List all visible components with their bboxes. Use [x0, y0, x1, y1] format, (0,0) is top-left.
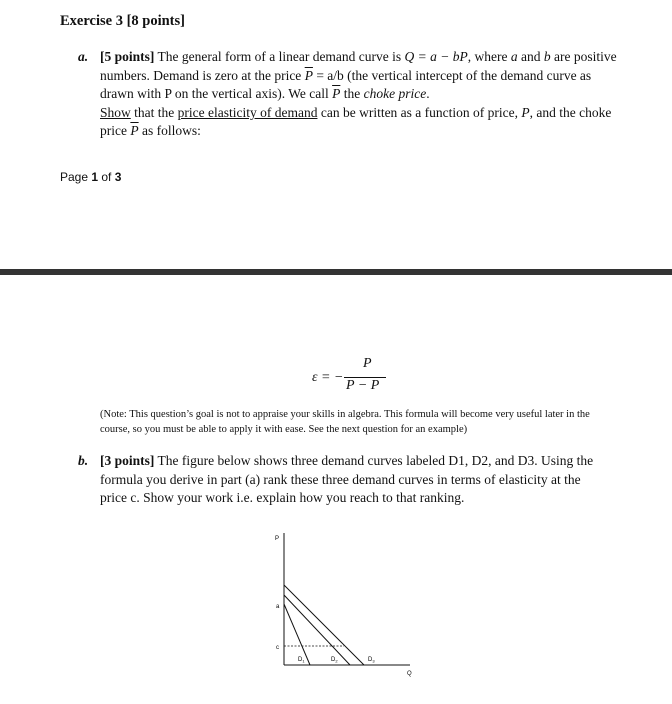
page-divider	[0, 269, 672, 275]
curve-label-d3: $D_3$	[368, 657, 375, 664]
demand-curves-figure	[270, 525, 430, 680]
price-elasticity-term: price elasticity of demand	[177, 104, 318, 120]
curve-label-d2: $D_2$	[331, 657, 338, 664]
show-link-text: Show	[100, 104, 131, 120]
curve-label-d1: $D_1$	[298, 657, 305, 664]
demand-curve-d2	[284, 595, 350, 665]
note-text: (Note: This question’s goal is not to appraise your skills in algebra. This formula will become very useful later in the course, so you must be able to apply it with ease. See the next question for an example)	[100, 409, 590, 435]
part-b-label: b.	[78, 453, 89, 468]
part-a-text: [5 points] The general form of a linear demand curve is Q = a − bP, where a and b are positive numbers. Demand is zero at the price $\overline{P} = a/b$ (the vertical intercept of the demand curve as drawn with P on the vertical axis). We call $\overline{P}$ the choke price. Show that the price elasticity of demand can be written as a function of price, P, and the choke price $\overline{P}$ as follows:	[100, 49, 617, 139]
y-axis-label: P	[275, 536, 280, 542]
price-c-label: c	[276, 645, 279, 651]
exercise-title: Exercise 3 [8 points]	[60, 13, 185, 29]
demand-curve-d3	[284, 585, 364, 665]
x-axis-label: Q	[407, 671, 412, 677]
page-indicator: Page 1 of 3	[60, 170, 122, 184]
intercept-a-label: a	[276, 604, 280, 610]
part-a-label: a.	[78, 49, 89, 64]
demand-curve-d1	[284, 604, 310, 665]
part-b-text: [3 points] The figure below shows three demand curves labeled D1, D2, and D3. Using the formula you derive in part (a) rank these three demand curves in terms of elasticity at the price c. Show your work i.e. explain how you reach to that ranking.	[100, 453, 594, 506]
